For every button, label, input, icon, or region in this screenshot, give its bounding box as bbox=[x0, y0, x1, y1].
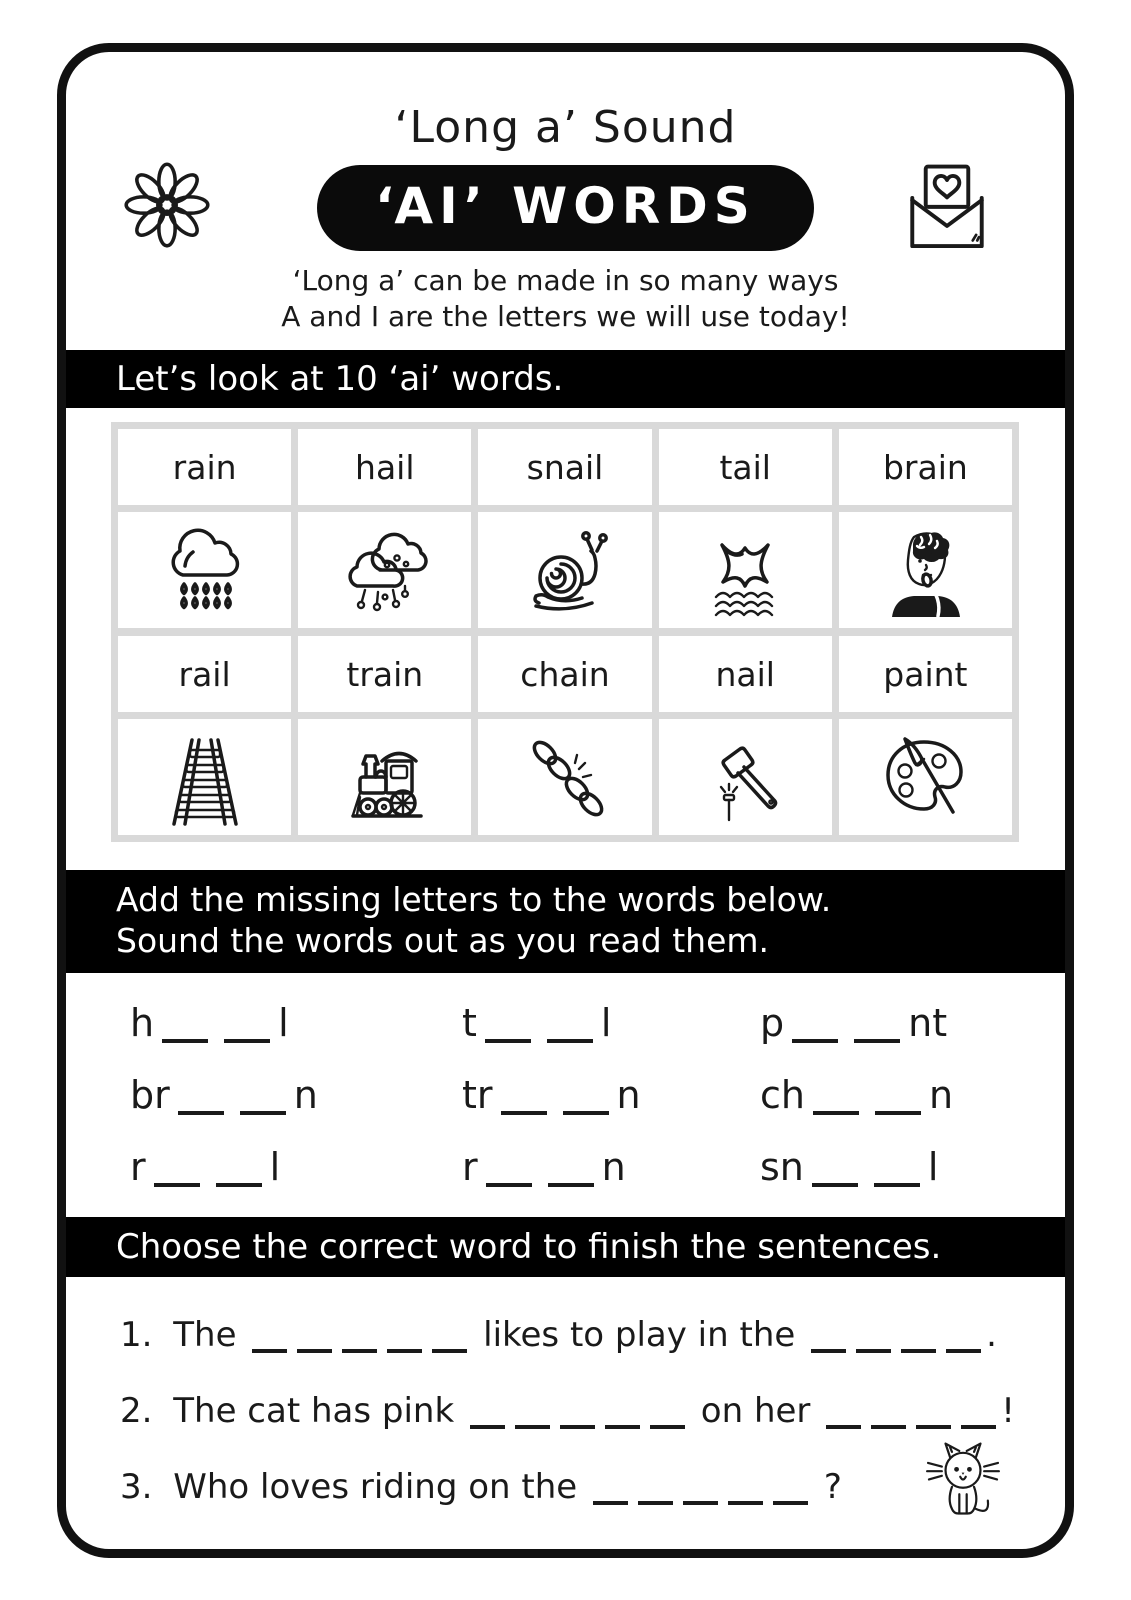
word-card-rail bbox=[118, 636, 291, 835]
fill-prefix: h bbox=[130, 1001, 155, 1045]
blank-line bbox=[560, 1425, 595, 1429]
sentence-2 bbox=[120, 1391, 1065, 1431]
blank-line bbox=[650, 1425, 685, 1429]
blank-line bbox=[178, 1111, 224, 1115]
sentence-text: Who loves riding on the bbox=[173, 1467, 578, 1507]
fill-word-hail[interactable] bbox=[130, 1001, 462, 1045]
fill-suffix: n bbox=[928, 1073, 954, 1117]
blank-line bbox=[515, 1425, 550, 1429]
blank-line bbox=[946, 1349, 981, 1353]
word-card-tail bbox=[659, 429, 832, 628]
blank-line bbox=[916, 1425, 951, 1429]
blank-line bbox=[154, 1183, 200, 1187]
fill-word-rail[interactable] bbox=[130, 1145, 462, 1189]
fill-suffix: n bbox=[616, 1073, 641, 1117]
word-label: snail bbox=[478, 429, 651, 505]
sentence-end: . bbox=[986, 1315, 997, 1355]
sentence-text: The cat has pink bbox=[173, 1391, 455, 1431]
blank-line bbox=[728, 1501, 763, 1505]
fill-prefix: t bbox=[462, 1001, 477, 1045]
subtitle-line-2: A and I are the letters we will use today! bbox=[281, 300, 850, 333]
blank-line bbox=[470, 1425, 505, 1429]
fill-word-tail[interactable] bbox=[462, 1001, 760, 1045]
sentence-number: 3. bbox=[120, 1467, 153, 1507]
banner-choose-text: Choose the correct word to finish the sentences. bbox=[116, 1227, 942, 1267]
word-label: rail bbox=[118, 636, 291, 712]
blank-line bbox=[387, 1349, 422, 1353]
chain-links-icon bbox=[478, 719, 651, 835]
fill-prefix: sn bbox=[760, 1145, 804, 1189]
word-label: paint bbox=[839, 636, 1012, 712]
blank-line bbox=[297, 1349, 332, 1353]
fill-blank-group[interactable] bbox=[784, 1001, 908, 1045]
word-card-nail bbox=[659, 636, 832, 835]
subtitle bbox=[66, 263, 1065, 335]
section-banner-look bbox=[66, 350, 1065, 408]
subtitle-line-1: ‘Long a’ can be made in so many ways bbox=[292, 264, 839, 297]
blank-line bbox=[813, 1111, 859, 1115]
blank-line bbox=[563, 1111, 609, 1115]
blank-line bbox=[638, 1501, 673, 1505]
sentence-blank-group[interactable] bbox=[821, 1391, 1001, 1431]
sentence-text: likes to play in the bbox=[483, 1315, 796, 1355]
fill-word-paint[interactable] bbox=[760, 1001, 1065, 1045]
banner-missing-line-1: Add the missing letters to the words below. bbox=[116, 880, 832, 919]
blank-line bbox=[901, 1349, 936, 1353]
fill-prefix: br bbox=[130, 1073, 170, 1117]
fill-blank-group[interactable] bbox=[493, 1073, 617, 1117]
sentence-number: 1. bbox=[120, 1315, 153, 1355]
blank-line bbox=[961, 1425, 996, 1429]
blank-line bbox=[593, 1501, 628, 1505]
fill-suffix: n bbox=[293, 1073, 318, 1117]
blank-line bbox=[811, 1349, 846, 1353]
fill-word-rain[interactable] bbox=[462, 1145, 760, 1189]
blank-line bbox=[874, 1183, 920, 1187]
blank-line bbox=[792, 1039, 838, 1043]
blank-line bbox=[162, 1039, 208, 1043]
sentence-text: on her bbox=[700, 1391, 811, 1431]
sentence-blank-group[interactable] bbox=[247, 1315, 472, 1355]
word-card-hail bbox=[298, 429, 471, 628]
fill-blank-group[interactable] bbox=[478, 1145, 602, 1189]
sentence-blank-group[interactable] bbox=[465, 1391, 690, 1431]
word-label: brain bbox=[839, 429, 1012, 505]
blank-line bbox=[342, 1349, 377, 1353]
hammer-nail-icon bbox=[659, 719, 832, 835]
fill-word-train[interactable] bbox=[462, 1073, 760, 1117]
word-card-paint bbox=[839, 636, 1012, 835]
blank-line bbox=[224, 1039, 270, 1043]
fill-blank-group[interactable] bbox=[154, 1001, 278, 1045]
fill-suffix: l bbox=[278, 1001, 289, 1045]
steam-train-icon bbox=[298, 719, 471, 835]
rain-cloud-icon bbox=[118, 512, 291, 628]
fill-prefix: r bbox=[130, 1145, 146, 1189]
blank-line bbox=[240, 1111, 286, 1115]
missing-letters-grid bbox=[66, 973, 1065, 1213]
banner-missing-line-2: Sound the words out as you read them. bbox=[116, 921, 770, 960]
hail-clouds-icon bbox=[298, 512, 471, 628]
word-label: chain bbox=[478, 636, 651, 712]
word-card-brain bbox=[839, 429, 1012, 628]
thinking-person-icon bbox=[839, 512, 1012, 628]
kitten-icon bbox=[917, 1437, 1009, 1537]
ai-words-badge: ‘AI’ WORDS bbox=[317, 165, 814, 251]
fill-suffix: nt bbox=[908, 1001, 948, 1045]
sentence-list bbox=[66, 1277, 1065, 1507]
fill-word-snail[interactable] bbox=[760, 1145, 1065, 1189]
header bbox=[66, 52, 1065, 350]
sentence-end: ? bbox=[823, 1467, 842, 1507]
fill-word-chain[interactable] bbox=[760, 1073, 1065, 1117]
word-label: tail bbox=[659, 429, 832, 505]
fill-suffix: n bbox=[601, 1145, 626, 1189]
section-banner-missing-letters bbox=[66, 870, 1065, 973]
blank-line bbox=[485, 1039, 531, 1043]
blank-line bbox=[501, 1111, 547, 1115]
blank-line bbox=[547, 1039, 593, 1043]
love-letter-icon bbox=[889, 152, 1005, 268]
fill-prefix: r bbox=[462, 1145, 478, 1189]
blank-line bbox=[605, 1425, 640, 1429]
fill-blank-group[interactable] bbox=[804, 1145, 928, 1189]
blank-line bbox=[683, 1501, 718, 1505]
sentence-blank-group[interactable] bbox=[806, 1315, 986, 1355]
blank-line bbox=[871, 1425, 906, 1429]
word-label: train bbox=[298, 636, 471, 712]
blank-line bbox=[773, 1501, 808, 1505]
word-card-rain bbox=[118, 429, 291, 628]
sentence-blank-group[interactable] bbox=[588, 1467, 813, 1507]
word-grid bbox=[111, 422, 1019, 842]
fill-prefix: tr bbox=[462, 1073, 493, 1117]
fill-blank-group[interactable] bbox=[477, 1001, 601, 1045]
fill-suffix: l bbox=[600, 1001, 612, 1045]
blank-line bbox=[216, 1183, 262, 1187]
fill-prefix: ch bbox=[760, 1073, 805, 1117]
fill-word-brain[interactable] bbox=[130, 1073, 462, 1117]
sentence-number: 2. bbox=[120, 1391, 153, 1431]
word-label: rain bbox=[118, 429, 291, 505]
word-label: hail bbox=[298, 429, 471, 505]
fill-blank-group[interactable] bbox=[805, 1073, 929, 1117]
whale-tail-icon bbox=[659, 512, 832, 628]
railway-track-icon bbox=[118, 719, 291, 835]
word-card-chain bbox=[478, 636, 651, 835]
banner-look-text: Let’s look at 10 ‘ai’ words. bbox=[116, 359, 564, 399]
snail-icon bbox=[478, 512, 651, 628]
fill-suffix: l bbox=[269, 1145, 281, 1189]
flower-icon bbox=[116, 150, 218, 260]
sentence-text: The bbox=[173, 1315, 237, 1355]
blank-line bbox=[432, 1349, 467, 1353]
word-card-train bbox=[298, 636, 471, 835]
blank-line bbox=[826, 1425, 861, 1429]
blank-line bbox=[856, 1349, 891, 1353]
blank-line bbox=[812, 1183, 858, 1187]
word-card-snail bbox=[478, 429, 651, 628]
fill-suffix: l bbox=[927, 1145, 939, 1189]
blank-line bbox=[252, 1349, 287, 1353]
fill-blank-group[interactable] bbox=[146, 1145, 270, 1189]
sentence-1 bbox=[120, 1315, 1065, 1355]
worksheet-card bbox=[57, 43, 1074, 1558]
fill-blank-group[interactable] bbox=[170, 1073, 294, 1117]
paint-palette-icon bbox=[839, 719, 1012, 835]
blank-line bbox=[875, 1111, 921, 1115]
section-banner-sentences bbox=[66, 1217, 1065, 1277]
blank-line bbox=[854, 1039, 900, 1043]
page-title: ‘Long a’ Sound bbox=[394, 102, 737, 153]
fill-prefix: p bbox=[760, 1001, 785, 1045]
blank-line bbox=[548, 1183, 594, 1187]
sentence-end: ! bbox=[1001, 1391, 1015, 1431]
word-label: nail bbox=[659, 636, 832, 712]
blank-line bbox=[486, 1183, 532, 1187]
